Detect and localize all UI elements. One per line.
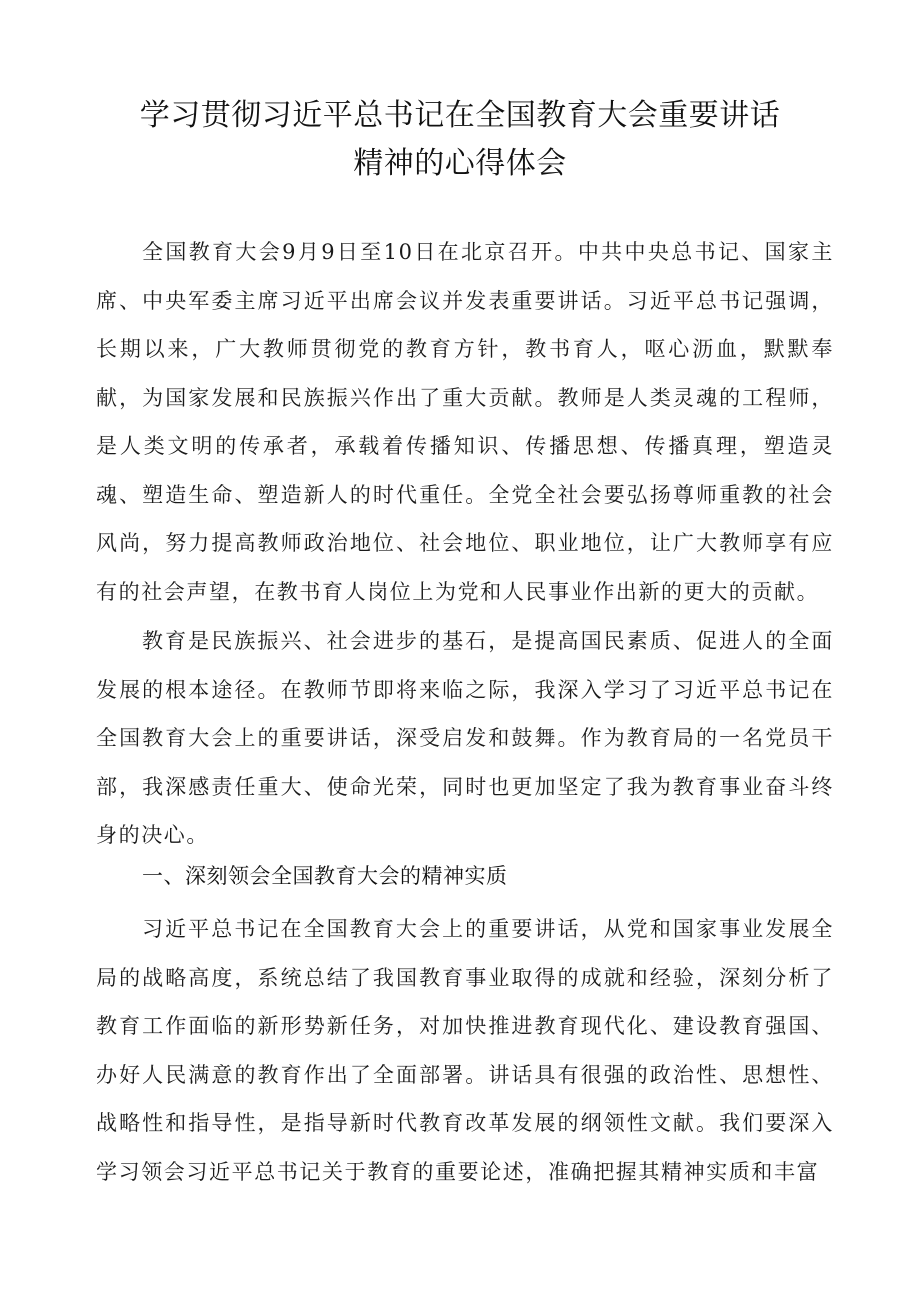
document-title-line-1: 学习贯彻习近平总书记在全国教育大会重要讲话	[139, 98, 781, 133]
document-title-line-2: 精神的心得体会	[353, 146, 567, 181]
body-paragraph-3: 习近平总书记在全国教育大会上的重要讲话，从党和国家事业发展全局的战略高度，系统总结了我国教育事业取得的成就和经验，深刻分析了教育工作面临的新形势新任务，对加快推进教育现代化、建设教育强国、办好人民满意的教育作出了全面部署。讲话具有很强的政治性、思想性、战略性和指导性，是指导新时代教育改革发展的纲领性文献。我们要深入学习领会习近平总书记关于教育的重要论述，准确把握其精神实质和丰富	[96, 917, 834, 1184]
section-heading-1: 一、深刻领会全国教育大会的精神实质	[142, 864, 508, 888]
body-paragraph-2: 教育是民族振兴、社会进步的基石，是提高国民素质、促进人的全面发展的根本途径。在教师节即将来临之际，我深入学习了习近平总书记在全国教育大会上的重要讲话，深受启发和鼓舞。作为教育局的一名党员干部，我深感责任重大、使命光荣，同时也更加坚定了我为教育事业奋斗终身的决心。	[96, 629, 834, 847]
body-paragraph-1: 全国教育大会9月9日至10日在北京召开。中共中央总书记、国家主席、中央军委主席习近平出席会议并发表重要讲话。习近平总书记强调，长期以来，广大教师贯彻党的教育方针，教书育人，呕心沥血，默默奉献，为国家发展和民族振兴作出了重大贡献。教师是人类灵魂的工程师，是人类文明的传承者，承载着传播知识、传播思想、传播真理，塑造灵魂、塑造生命、塑造新人的时代重任。全党全社会要弘扬尊师重教的社会风尚，努力提高教师政治地位、社会地位、职业地位，让广大教师享有应有的社会声望，在教书育人岗位上为党和人民事业作出新的更大的贡献。	[96, 240, 834, 604]
